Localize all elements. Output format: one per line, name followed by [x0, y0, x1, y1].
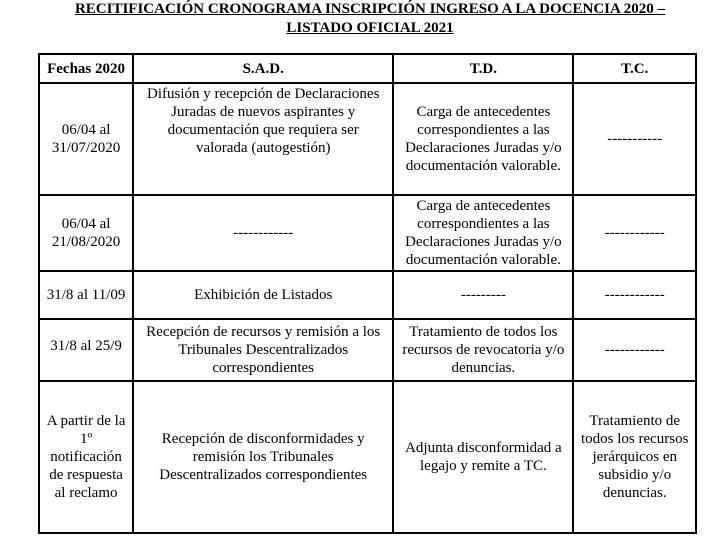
- cell-text: Difusión y recepción de Declaraciones Juradas de nuevos aspirantes y documentación que requiera ser valorada (autogestión): [147, 86, 380, 156]
- header-td: T.D.: [393, 54, 573, 83]
- cell-sad: [133, 195, 393, 271]
- header-tc: T.C.: [573, 54, 696, 83]
- cell-text: ------------: [604, 287, 665, 303]
- cell-dates: [39, 319, 133, 381]
- cell-td: [393, 195, 573, 271]
- cell-dates: [39, 195, 133, 271]
- cell-sad: [133, 381, 393, 533]
- table-row: [39, 83, 696, 195]
- cell-text: Carga de antecedentes correspondientes a las Declaraciones Juradas y/o documentación valorable.: [405, 104, 562, 174]
- cell-text: Recepción de recursos y remisión a los Tribunales Descentralizados correspondientes: [146, 324, 381, 376]
- cell-text: Recepción de disconformidades y remisión los Tribunales Descentralizados correspondientes: [159, 431, 368, 483]
- cell-text: Adjunta disconformidad a legajo y remite a TC.: [405, 440, 562, 474]
- cell-td: [393, 319, 573, 381]
- cell-text: 06/04 al 31/07/2020: [51, 122, 121, 156]
- cell-td: [393, 381, 573, 533]
- table-row: [39, 271, 696, 319]
- cell-text: A partir de la 1º notificación de respuesta al reclamo: [46, 413, 126, 501]
- schedule-table: [38, 53, 697, 534]
- cell-sad: [133, 319, 393, 381]
- table-row: [39, 319, 696, 381]
- cell-text: ------------: [233, 225, 294, 241]
- cell-tc: [573, 319, 696, 381]
- header-row: [39, 54, 696, 83]
- table-row: [39, 195, 696, 271]
- cell-sad: [133, 271, 393, 319]
- cell-td: [393, 271, 573, 319]
- cell-text: Tratamiento de todos los recursos jerárquicos en subsidio y/o denuncias.: [580, 413, 689, 501]
- table-row: [39, 381, 696, 533]
- cell-tc: [573, 83, 696, 195]
- cell-text: Exhibición de Listados: [194, 287, 333, 303]
- cell-dates: [39, 83, 133, 195]
- cell-text: Tratamiento de todos los recursos de revocatoria y/o denuncias.: [402, 324, 565, 376]
- document-title: [40, 0, 700, 38]
- cell-text: 31/8 al 25/9: [50, 338, 122, 354]
- cell-text: ---------: [460, 287, 506, 303]
- cell-text: ------------: [604, 342, 665, 358]
- header-sad: S.A.D.: [133, 54, 393, 83]
- cell-text: 31/8 al 11/09: [46, 287, 126, 303]
- cell-tc: [573, 381, 696, 533]
- cell-sad: [133, 83, 393, 195]
- cell-tc: [573, 195, 696, 271]
- header-dates: Fechas 2020: [39, 54, 133, 83]
- title-line-1: RECITIFICACIÓN CRONOGRAMA INSCRIPCIÓN INGRESO A LA DOCENCIA 2020 –: [74, 1, 666, 17]
- cell-dates: [39, 381, 133, 533]
- cell-text: 06/04 al 21/08/2020: [51, 216, 121, 250]
- cell-text: Carga de antecedentes correspondientes a las Declaraciones Juradas y/o documentación valorable.: [405, 198, 562, 268]
- title-line-2: LISTADO OFICIAL 2021: [286, 20, 454, 36]
- cell-text: -----------: [607, 131, 663, 147]
- cell-td: [393, 83, 573, 195]
- cell-dates: [39, 271, 133, 319]
- cell-text: ------------: [604, 225, 665, 241]
- cell-tc: [573, 271, 696, 319]
